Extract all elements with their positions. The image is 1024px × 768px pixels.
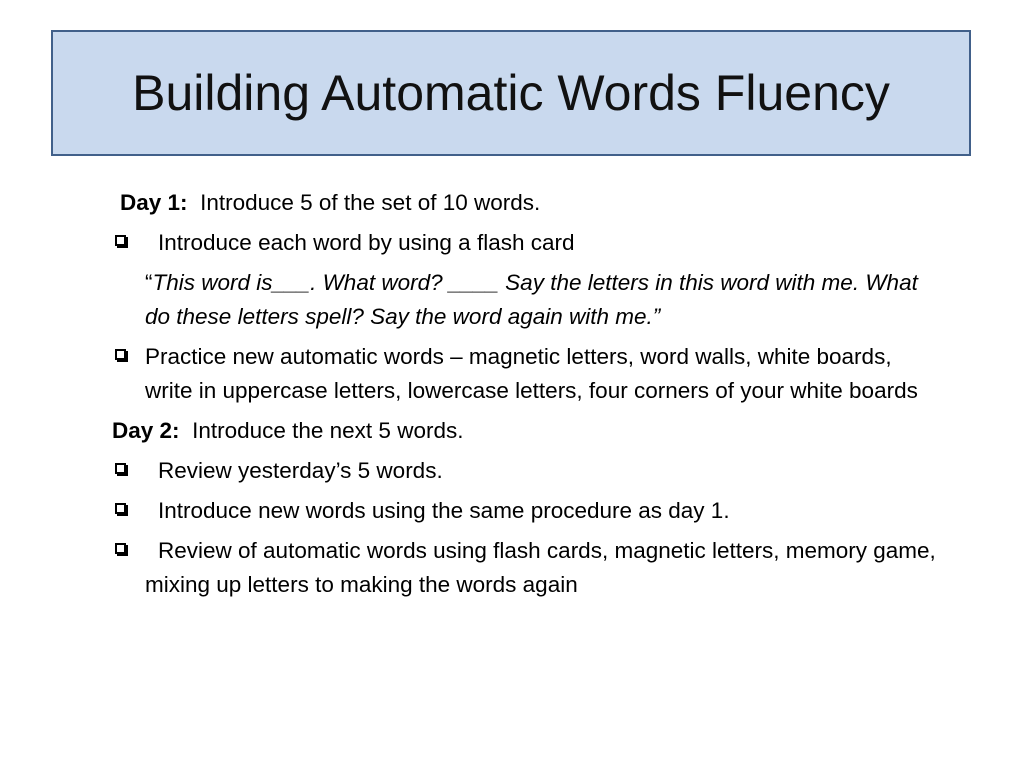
day1-heading [112,186,942,220]
day2-item-introduce-text: Introduce new words using the same procedure as day 1. [158,498,730,523]
day2-heading [112,414,942,448]
day1-label: Day 1: [120,190,188,215]
checkbox-bullet-icon [115,463,126,474]
checkbox-bullet-icon [115,235,126,246]
quote-text: This word is___. What word? ____ Say the letters in this word with me. What do these letters spell? Say the word again with me. [145,270,918,329]
quote-close-mark: ” [652,304,661,329]
day2-label: Day 2: [112,418,180,443]
day2-item-review-automatic-text [145,534,942,602]
title-box [51,30,971,156]
slide-title: Building Automatic Words Fluency [132,65,890,121]
checkbox-bullet-icon [115,503,126,514]
flashcard-script-quote [112,266,942,334]
day1-item-flashcard [112,226,942,260]
day1-item-flashcard-text: Introduce each word by using a flash card [158,230,575,255]
day2-text: Introduce the next 5 words. [192,418,464,443]
day1-item-practice-text: Practice new automatic words – magnetic letters, word walls, white boards, write in uppercase letters, lowercase letters, four corners of your white boards [145,344,918,403]
day1-item-practice [112,340,942,408]
quote-open-mark: “ [145,270,153,295]
checkbox-bullet-icon [115,349,126,360]
day2-item-review-automatic [112,534,942,602]
day2-item-review-automatic-copy: Review of automatic words using flash cards, magnetic letters, memory game, mixing up letters to making the words again [145,538,936,597]
day2-item-review [112,454,942,488]
day2-item-introduce [112,494,942,528]
day2-item-review-text: Review yesterday’s 5 words. [158,458,443,483]
checkbox-bullet-icon [115,543,126,554]
day1-text: Introduce 5 of the set of 10 words. [200,190,541,215]
slide-body [112,186,942,608]
